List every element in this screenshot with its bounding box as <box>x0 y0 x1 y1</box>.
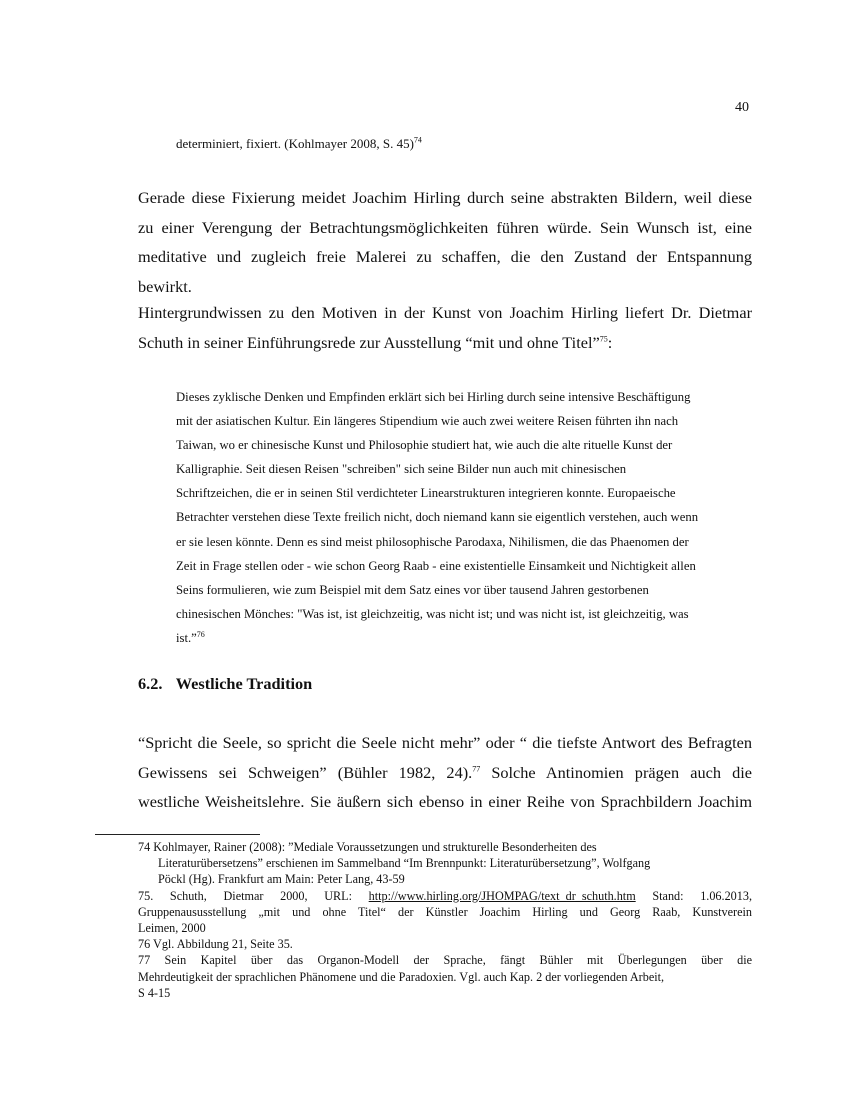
paragraph-line: meditative und zugleich freie Malerei zu schaffen, die den Zustand der Entspannung <box>138 247 752 266</box>
block-quote-line: mit der asiatischen Kultur. Ein längeres Stipendium wie auch zwei weitere Reisen führten ihn nach <box>176 414 679 429</box>
footnote-77 <box>138 952 752 1001</box>
section-heading <box>138 672 312 696</box>
footnote-line: 77 Sein Kapitel über das Organon-Modell der Sprache, fängt Bühler mit Überlegungen über die <box>138 953 752 968</box>
block-quote-last-text: ist.” <box>176 630 197 645</box>
footnote-line: Gruppenaususstellung „mit und ohne Titel“ der Künstler Joachim Hirling und Georg Raab, Kunstverein <box>138 904 752 919</box>
footnote-line: Mehrdeutigkeit der sprachlichen Phänomene und die Paradoxien. Vgl. auch Kap. 2 der vorliegenden Arbeit, <box>138 969 665 984</box>
footnote-75-suffix: Stand: 1.06.2013, <box>635 888 752 903</box>
paragraph-line-text: Gewissens sei Schweigen” (Bühler 1982, 24). <box>138 762 473 782</box>
quote-continuation <box>176 133 756 155</box>
block-quote-line: Kalligraphie. Seit diesen Reisen "schreiben" sich seine Bilder nun auch mit chinesischen <box>176 462 627 477</box>
block-quote-line: Zeit in Frage stellen oder - wie schon Georg Raab - eine existentielle Einsamkeit und Nichtigkeit allen <box>176 558 696 573</box>
paragraph-line: “Spricht die Seele, so spricht die Seele nicht mehr” oder “ die tiefste Antwort des Befragten <box>138 733 752 752</box>
paragraph-line-end: Solche Antinomien prägen auch die <box>480 762 752 782</box>
paragraph-seele <box>138 728 752 817</box>
block-quote-line: chinesischen Mönches: "Was ist, ist gleichzeitig, was nicht ist; und was nicht ist, ist gleichzeitig, was <box>176 606 689 621</box>
quote-continuation-text: determiniert, fixiert. (Kohlmayer 2008, S. 45) <box>176 136 414 151</box>
block-quote <box>176 385 754 650</box>
footnote-line: Pöckl (Hg). Frankfurt am Main: Peter Lang, 43-59 <box>158 872 405 887</box>
page-number: 40 <box>735 100 749 115</box>
footnote-separator <box>95 834 260 835</box>
paragraph-line-end: : <box>607 332 613 352</box>
paragraph-fixierung <box>138 183 752 301</box>
footnote-line: Leimen, 2000 <box>138 921 206 936</box>
block-quote-line: Seins formulieren, wie zum Beispiel mit dem Satz eines vor über tausend Jahren gestorbenen <box>176 582 649 597</box>
footnote-ref-77: 77 <box>472 764 481 774</box>
footnote-74 <box>138 839 752 888</box>
section-title: Westliche Tradition <box>175 674 313 693</box>
block-quote-line: Dieses zyklische Denken und Empfinden erklärt sich bei Hirling durch seine intensive Beschäftigung <box>176 390 691 404</box>
footnote-ref-74: 74 <box>413 135 422 145</box>
block-quote-line <box>176 626 754 650</box>
paragraph-line: bewirkt. <box>138 276 192 296</box>
block-quote-line: Taiwan, wo er chinesische Kunst und Philosophie studiert hat, wie auch die alte rituelle Kunst der <box>176 438 673 453</box>
paragraph-hintergrundwissen <box>138 298 752 357</box>
section-number: 6.2. <box>138 674 163 693</box>
footnote-ref-76: 76 <box>196 629 205 639</box>
footnote-75-prefix: 75. Schuth, Dietmar 2000, URL: <box>138 888 369 903</box>
footnote-line: 74 Kohlmayer, Rainer (2008): ”Mediale Voraussetzungen und strukturelle Besonderheiten des <box>138 840 597 854</box>
paragraph-line: zu einer Verengung der Betrachtungsmöglichkeiten führen würde. Sein Wunsch ist, eine <box>138 217 752 237</box>
footnote-75-url[interactable]: http://www.hirling.org/JHOMPAG/text_dr_schuth.htm <box>368 888 636 903</box>
paragraph-line <box>138 328 752 358</box>
paragraph-line: westliche Weisheitslehre. Sie äußern sich ebenso in einer Reihe von Sprachbildern Joachim <box>138 792 752 811</box>
footnotes <box>138 839 752 1001</box>
footnote-line <box>138 888 752 904</box>
paragraph-line: Hintergrundwissen zu den Motiven in der Kunst von Joachim Hirling liefert Dr. Dietmar <box>138 303 752 322</box>
block-quote-line: er sie lesen könnte. Denn es sind meist philosophische Parodaxa, Nihilismen, die das Phaenomen der <box>176 534 689 549</box>
footnote-line: S 4-15 <box>138 985 171 1000</box>
footnote-76 <box>138 936 752 952</box>
footnote-line: Literaturübersetzens” erschienen im Sammelband “Im Brennpunkt: Literaturübersetzung”, Wolfgang <box>158 856 651 871</box>
footnote-75 <box>138 888 752 937</box>
paragraph-line <box>138 758 752 788</box>
footnote-ref-75: 75 <box>599 334 608 344</box>
block-quote-line: Schriftzeichen, die er in seinen Stil verdichteter Linearstrukturen integrieren konnte. Europaeische <box>176 486 676 501</box>
paragraph-line: Gerade diese Fixierung meidet Joachim Hirling durch seine abstrakten Bildern, weil diese <box>138 188 752 207</box>
block-quote-line: Betrachter verstehen diese Texte freilich nicht, doch niemand kann sie eigentlich verstehen, auch wenn <box>176 510 699 525</box>
footnote-line: 76 Vgl. Abbildung 21, Seite 35. <box>138 937 293 952</box>
paragraph-line-text: Schuth in seiner Einführungsrede zur Ausstellung “mit und ohne Titel” <box>138 332 600 352</box>
